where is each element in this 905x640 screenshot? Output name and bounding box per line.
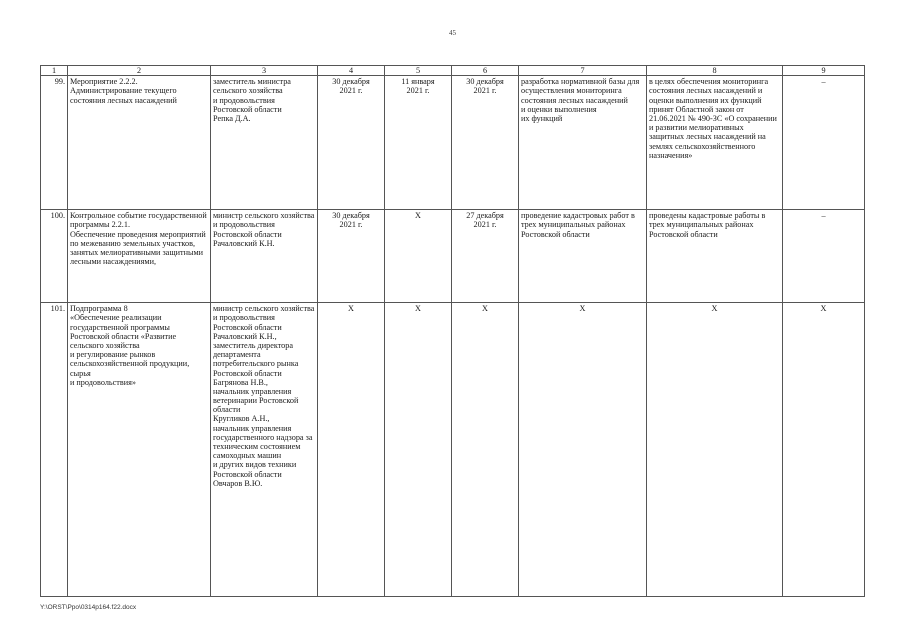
- table-row: [41, 76, 865, 210]
- row-fact-start: X: [385, 303, 452, 597]
- row-fact-start: X: [385, 210, 452, 303]
- header-row: [41, 66, 865, 76]
- row-planned-result: разработка нормативной базы для осуществления мониторинга состояния лесных насаждений и оценки выполнения их функций: [519, 76, 647, 210]
- header-cell-8: 8: [647, 66, 783, 76]
- row-plan-end: 30 декабря 2021 г.: [452, 76, 519, 210]
- file-path-footer: Y:\ORST\Ppo\0314p164.f22.docx: [40, 604, 137, 611]
- header-cell-4: 4: [318, 66, 385, 76]
- row-number: 100.: [41, 210, 68, 303]
- row-reasons: –: [783, 76, 865, 210]
- row-name: Мероприятие 2.2.2. Администрирование текущего состояния лесных насаждений: [68, 76, 211, 210]
- row-actual-result: X: [647, 303, 783, 597]
- row-plan-start: 30 декабря 2021 г.: [318, 76, 385, 210]
- page-number: 45: [449, 29, 456, 37]
- row-fact-start: 11 января 2021 г.: [385, 76, 452, 210]
- row-plan-end: 27 декабря 2021 г.: [452, 210, 519, 303]
- row-number: 101.: [41, 303, 68, 597]
- row-responsible: министр сельского хозяйства и продовольствия Ростовской области Рачаловский К.Н.: [211, 210, 318, 303]
- header-cell-2: 2: [68, 66, 211, 76]
- row-plan-end: X: [452, 303, 519, 597]
- row-plan-start: 30 декабря 2021 г.: [318, 210, 385, 303]
- header-cell-9: 9: [783, 66, 865, 76]
- header-cell-3: 3: [211, 66, 318, 76]
- row-name: Контрольное событие государственной программы 2.2.1. Обеспечение проведения мероприятий по межеванию земельных участков, занятых мелиоративными защитными лесными насаждениями,: [68, 210, 211, 303]
- report-table: [40, 65, 865, 597]
- table-row: [41, 303, 865, 597]
- row-actual-result: проведены кадастровые работы в трех муниципальных районах Ростовской области: [647, 210, 783, 303]
- table-row: [41, 210, 865, 303]
- header-cell-7: 7: [519, 66, 647, 76]
- row-plan-start: X: [318, 303, 385, 597]
- row-reasons: X: [783, 303, 865, 597]
- row-planned-result: проведение кадастровых работ в трех муниципальных районах Ростовской области: [519, 210, 647, 303]
- row-actual-result: в целях обеспечения мониторинга состояния лесных насаждений и оценки выполнения их функций принят Областной закон от 21.06.2021 № 490-ЗС «О сохранении и развитии мелиоративных защитных лесных насаждений на землях сельскохозяйственного назначения»: [647, 76, 783, 210]
- row-number: 99.: [41, 76, 68, 210]
- row-responsible: заместитель министра сельского хозяйства и продовольствия Ростовской области Репка Д.А.: [211, 76, 318, 210]
- header-cell-5: 5: [385, 66, 452, 76]
- header-cell-1: 1: [41, 66, 68, 76]
- header-cell-6: 6: [452, 66, 519, 76]
- row-planned-result: X: [519, 303, 647, 597]
- row-responsible: министр сельского хозяйства и продовольствия Ростовской области Рачаловский К.Н., заместитель директора департамента потребительского рынка Ростовской области Багрянова Н.В., начальник управления ветеринарии Ростовской области Кругликов А.Н., начальник управления государственного надзора за техническим состоянием самоходных машин и других видов техники Ростовской области Овчаров В.Ю.: [211, 303, 318, 597]
- row-reasons: –: [783, 210, 865, 303]
- row-name: Подпрограмма 8 «Обеспечение реализации государственной программы Ростовской области «Развитие сельского хозяйства и регулирование рынков сельскохозяйственной продукции, сырья и продовольствия»: [68, 303, 211, 597]
